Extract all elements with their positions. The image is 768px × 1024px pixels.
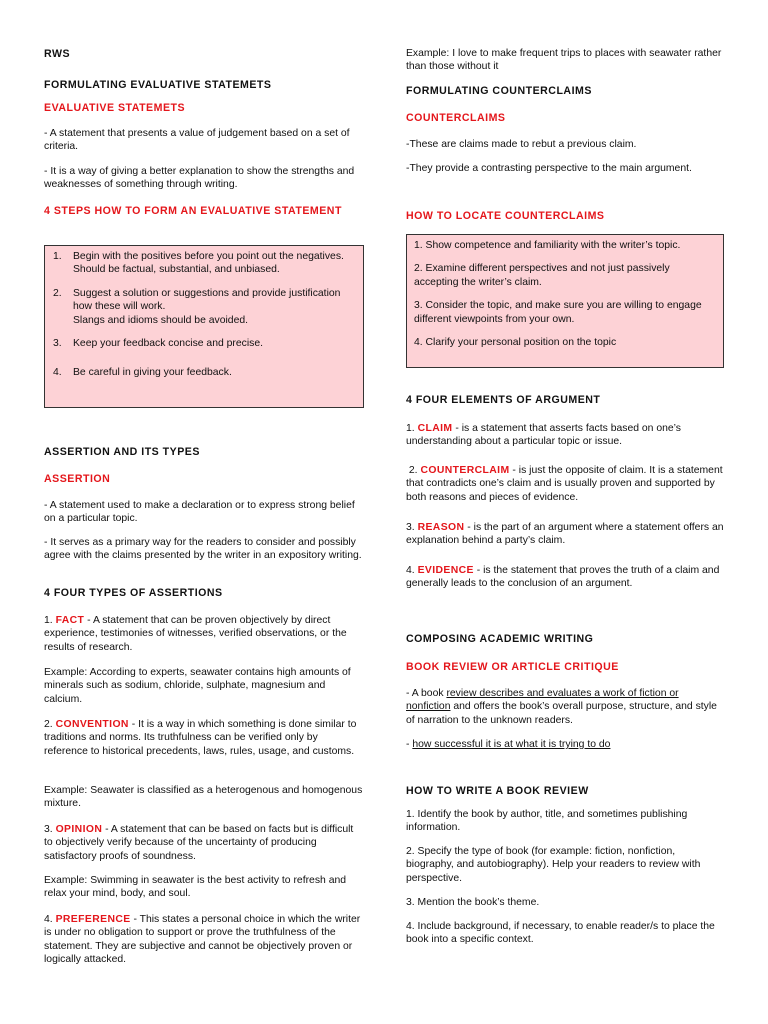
list-item: 4. Include background, if necessary, to enable reader/s to place the book into a specific context. <box>406 921 715 946</box>
section-title: FORMULATING EVALUATIVE STATEMETS <box>44 79 272 91</box>
list-item: 1. Show competence and familiarity with the writer’s topic. <box>414 240 681 251</box>
assertion-convention: 2. CONVENTION - It is a way in which something is done similar to traditions and norms. Its truthfulness can be verified only by reference to historical precedents, laws, rules, usage, and customs. <box>44 719 357 757</box>
list-item: 3. Keep your feedback concise and precise. <box>53 338 264 350</box>
assertion-fact: 1. FACT - A statement that can be proven objectively by direct experience, testimonies of witnesses, verified observations, or the results of research. <box>44 615 347 653</box>
section-title: 4 FOUR TYPES OF ASSERTIONS <box>44 587 223 599</box>
list-item: 2. Suggest a solution or suggestions and provide justification how these will work. <box>53 287 341 313</box>
counterclaims-box <box>406 234 724 368</box>
steps-list <box>45 250 363 380</box>
paragraph: - how successful it is at what it is trying to do <box>406 739 611 750</box>
list-item: 2. Examine different perspectives and not just passively accepting the writer’s claim. <box>414 263 670 288</box>
example: Example: Swimming in seawater is the best activity to refresh and relax your mind, body, and soul. <box>44 875 347 900</box>
section-heading: EVALUATIVE STATEMETS <box>44 102 186 114</box>
paragraph: -They provide a contrasting perspective to the main argument. <box>406 163 692 174</box>
section-title: ASSERTION AND ITS TYPES <box>44 446 200 458</box>
element-claim: 1. CLAIM - is a statement that asserts facts based on one’s understanding about a particular topic or issue. <box>406 423 681 448</box>
section-title: HOW TO WRITE A BOOK REVIEW <box>406 785 589 797</box>
section-heading: 4 STEPS HOW TO FORM AN EVALUATIVE STATEMENT <box>44 205 342 217</box>
example: Example: According to experts, seawater contains high amounts of minerals such as sodium, chloride, sulphate, magnesium and calcium. <box>44 667 351 705</box>
list-item: 1. Begin with the positives before you point out the negatives. Should be factual, substantial, and unbiased. <box>53 251 344 276</box>
paragraph: -These are claims made to rebut a previous claim. <box>406 139 637 150</box>
section-heading: COUNTERCLAIMS <box>406 112 506 124</box>
section-heading: BOOK REVIEW OR ARTICLE CRITIQUE <box>406 661 619 673</box>
list-item: 3. Mention the book’s theme. <box>406 897 540 908</box>
section-heading: HOW TO LOCATE COUNTERCLAIMS <box>406 210 605 222</box>
list-item: 2. Specify the type of book (for example: fiction, nonfiction, biography, and autobiography). Help your readers to review with perspective. <box>406 846 701 884</box>
list-item: 3. Consider the topic, and make sure you are willing to engage different viewpoints from your own. <box>414 300 702 325</box>
paragraph: - It serves as a primary way for the readers to consider and possibly agree with the claims presented by the writer in an expository writing. <box>44 537 362 562</box>
list-item: 1. Identify the book by author, title, and sometimes publishing information. <box>406 809 688 834</box>
assertion-opinion: 3. OPINION - A statement that can be based on facts but is difficult to objectively verify because of the uncertainty of producing satisfactory proofs of soundness. <box>44 824 354 862</box>
list-item: Slangs and idioms should be avoided. <box>73 314 249 326</box>
section-title: 4 FOUR ELEMENTS OF ARGUMENT <box>406 394 601 406</box>
list-item: 4. Be careful in giving your feedback. <box>53 367 232 379</box>
paragraph: - It is a way of giving a better explanation to show the strengths and weaknesses of something through writing. <box>44 166 355 191</box>
element-reason: 3. REASON - is the part of an argument where a statement offers an explanation behind a party’s claim. <box>406 522 724 547</box>
steps-box <box>44 245 364 408</box>
section-heading: ASSERTION <box>44 473 111 485</box>
assertion-preference: 4. PREFERENCE - This states a personal choice in which the writer is under no obligation to support or prove the truthfulness of the statement. They are subjective and cannot be objectively proven or logically attacked. <box>44 914 361 966</box>
element-counterclaim: 2. COUNTERCLAIM - is just the opposite of claim. It is a statement that contradicts one’s claim and is usually proven and supported by both reasons and pieces of evidence. <box>406 465 723 503</box>
list-item: 4. Clarify your personal position on the topic <box>414 337 617 349</box>
element-evidence: 4. EVIDENCE - is the statement that proves the truth of a claim and generally leads to the conclusion of an argument. <box>406 565 720 590</box>
example: Example: Seawater is classified as a heterogenous and homogenous mixture. <box>44 785 363 810</box>
paragraph: - A statement that presents a value of judgement based on a set of criteria. <box>44 128 350 153</box>
section-title: FORMULATING COUNTERCLAIMS <box>406 85 592 97</box>
doc-label: RWS <box>44 48 71 60</box>
section-title: COMPOSING ACADEMIC WRITING <box>406 633 594 645</box>
example: Example: I love to make frequent trips to places with seawater rather than those without it <box>406 48 722 73</box>
paragraph: - A book review describes and evaluates a work of fiction or nonfiction and offers the book’s overall purpose, structure, and style of narration to the unknown readers. <box>406 688 717 726</box>
paragraph: - A statement used to make a declaration or to express strong belief on a particular topic. <box>44 500 355 525</box>
